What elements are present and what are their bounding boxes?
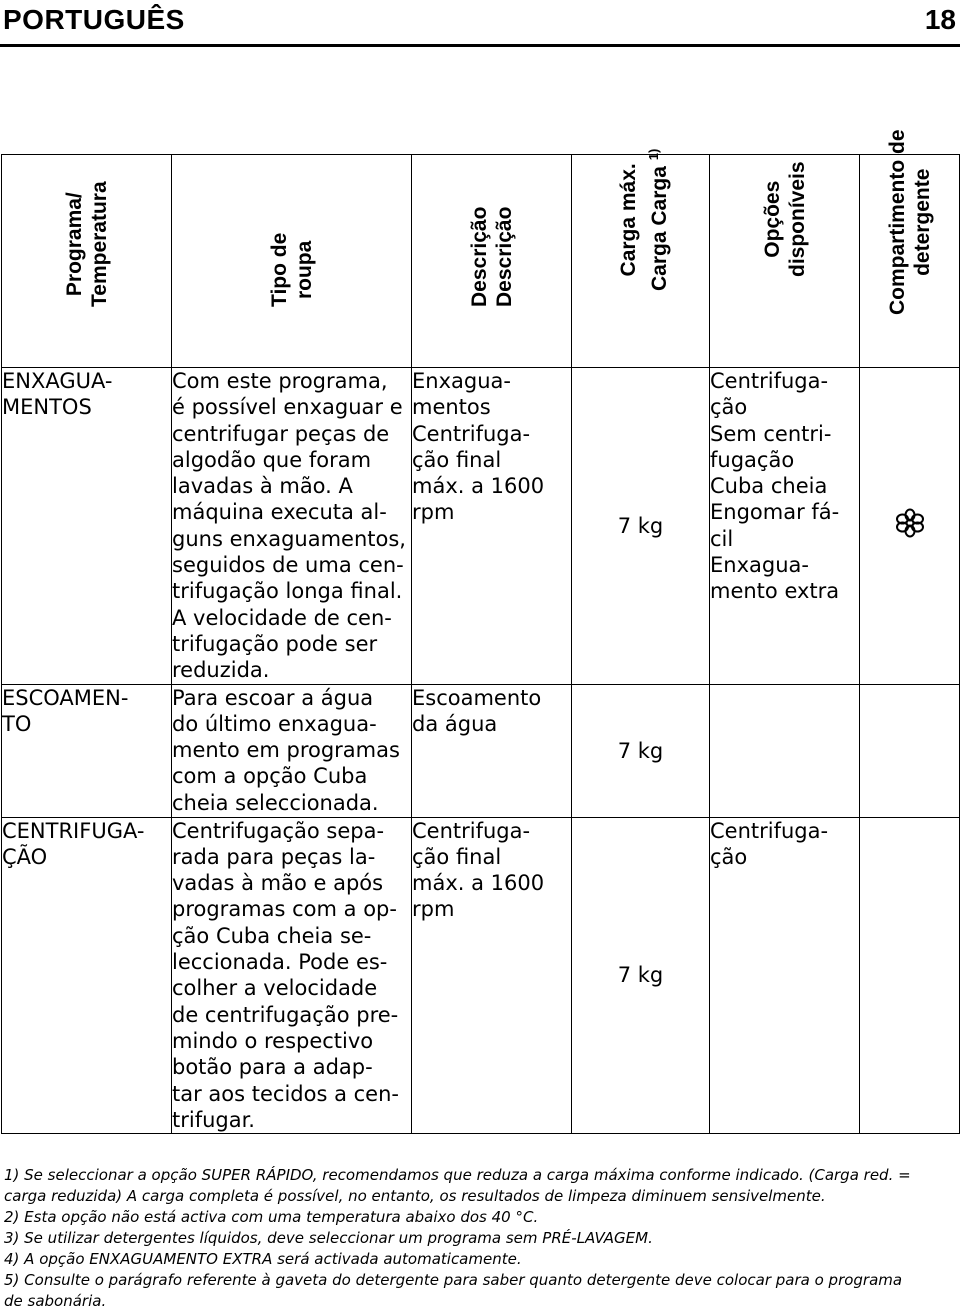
footnote-2: 2) Esta opção não está activa com uma temperatura abaixo dos 40 °C. xyxy=(4,1208,539,1226)
footnotes xyxy=(4,1165,956,1312)
programa-cell: CENTRIFUGA- ÇÃO xyxy=(2,817,172,1134)
header-compartimento: Compartimento de detergente xyxy=(860,155,960,368)
table-row xyxy=(2,817,960,1134)
footnote-1-cont: carga reduzida) A carga completa é possível, no entanto, os resultados de limpeza diminuem sensivelmente. xyxy=(4,1187,826,1205)
page-number: 18 xyxy=(924,4,956,35)
compartimento-cell xyxy=(860,817,960,1134)
table-row xyxy=(2,368,960,685)
descricao-cell: Centrifuga- ção final máx. a 1600 rpm xyxy=(412,817,572,1134)
programa-cell: ENXAGUA- MENTOS xyxy=(2,368,172,685)
opcoes-cell xyxy=(710,684,860,817)
carga-cell: 7 kg xyxy=(572,368,710,685)
tipo-cell: Com este programa, é possível enxaguar e centrifugar peças de algodão que foram lavadas à mão. A máquina executa al- guns enxaguamentos, seguidos de uma cen- trifugação longa final. A velocidade de cen- trifugação pode ser reduzida. xyxy=(172,368,412,685)
compartimento-cell xyxy=(860,684,960,817)
footnote-5-cont: de sabonária. xyxy=(4,1292,107,1310)
page-header xyxy=(0,0,960,44)
tipo-cell: Centrifugação sepa- rada para peças la- vadas à mão e após programas com a op- ção Cuba cheia se- leccionada. Pode es- colher a velocidade de centrifugação pre- mindo o respectivo botão para a adap- tar aos tecidos a cen- trifugar. xyxy=(172,817,412,1134)
header-programa: Programa/ Temperatura xyxy=(2,155,172,368)
table-header-row xyxy=(2,155,960,368)
programa-cell: ESCOAMEN- TO xyxy=(2,684,172,817)
carga-cell: 7 kg xyxy=(572,817,710,1134)
carga-cell: 7 kg xyxy=(572,684,710,817)
footnote-5: 5) Consulte o parágrafo referente à gaveta do detergente para saber quanto detergente deve colocar para o programa xyxy=(4,1271,903,1289)
descricao-cell: Escoamento da água xyxy=(412,684,572,817)
footnote-1: 1) Se seleccionar a opção SUPER RÁPIDO, recomendamos que reduza a carga máxima conforme indicado. (Carga red. = xyxy=(4,1166,911,1184)
programme-table xyxy=(1,129,960,1134)
header-opcoes: Opções disponíveis xyxy=(710,155,860,368)
header-descricao: Descrição Descrição xyxy=(412,155,572,368)
language-title: PORTUGUÊS xyxy=(3,4,185,35)
footnote-4: 4) A opção ENXAGUAMENTO EXTRA será activada automaticamente. xyxy=(4,1250,522,1268)
compartimento-cell xyxy=(860,368,960,685)
header-carga: Carga máx. Carga Carga $^{1)}$ xyxy=(572,155,710,368)
flower-icon xyxy=(895,508,925,538)
table-row xyxy=(2,684,960,817)
opcoes-cell: Centrifuga- ção xyxy=(710,817,860,1134)
tipo-cell: Para escoar a água do último enxagua- mento em programas com a opção Cuba cheia seleccionada. xyxy=(172,684,412,817)
footnote-3: 3) Se utilizar detergentes líquidos, deve seleccionar um programa sem PRÉ-LAVAGEM. xyxy=(4,1229,653,1247)
opcoes-cell: Centrifuga- ção Sem centri- fugação Cuba cheia Engomar fá- cil Enxagua- mento extra xyxy=(710,368,860,685)
header-tipo: Tipo de roupa xyxy=(172,155,412,368)
descricao-cell: Enxagua- mentos Centrifuga- ção final máx. a 1600 rpm xyxy=(412,368,572,685)
header-rule xyxy=(0,44,960,47)
